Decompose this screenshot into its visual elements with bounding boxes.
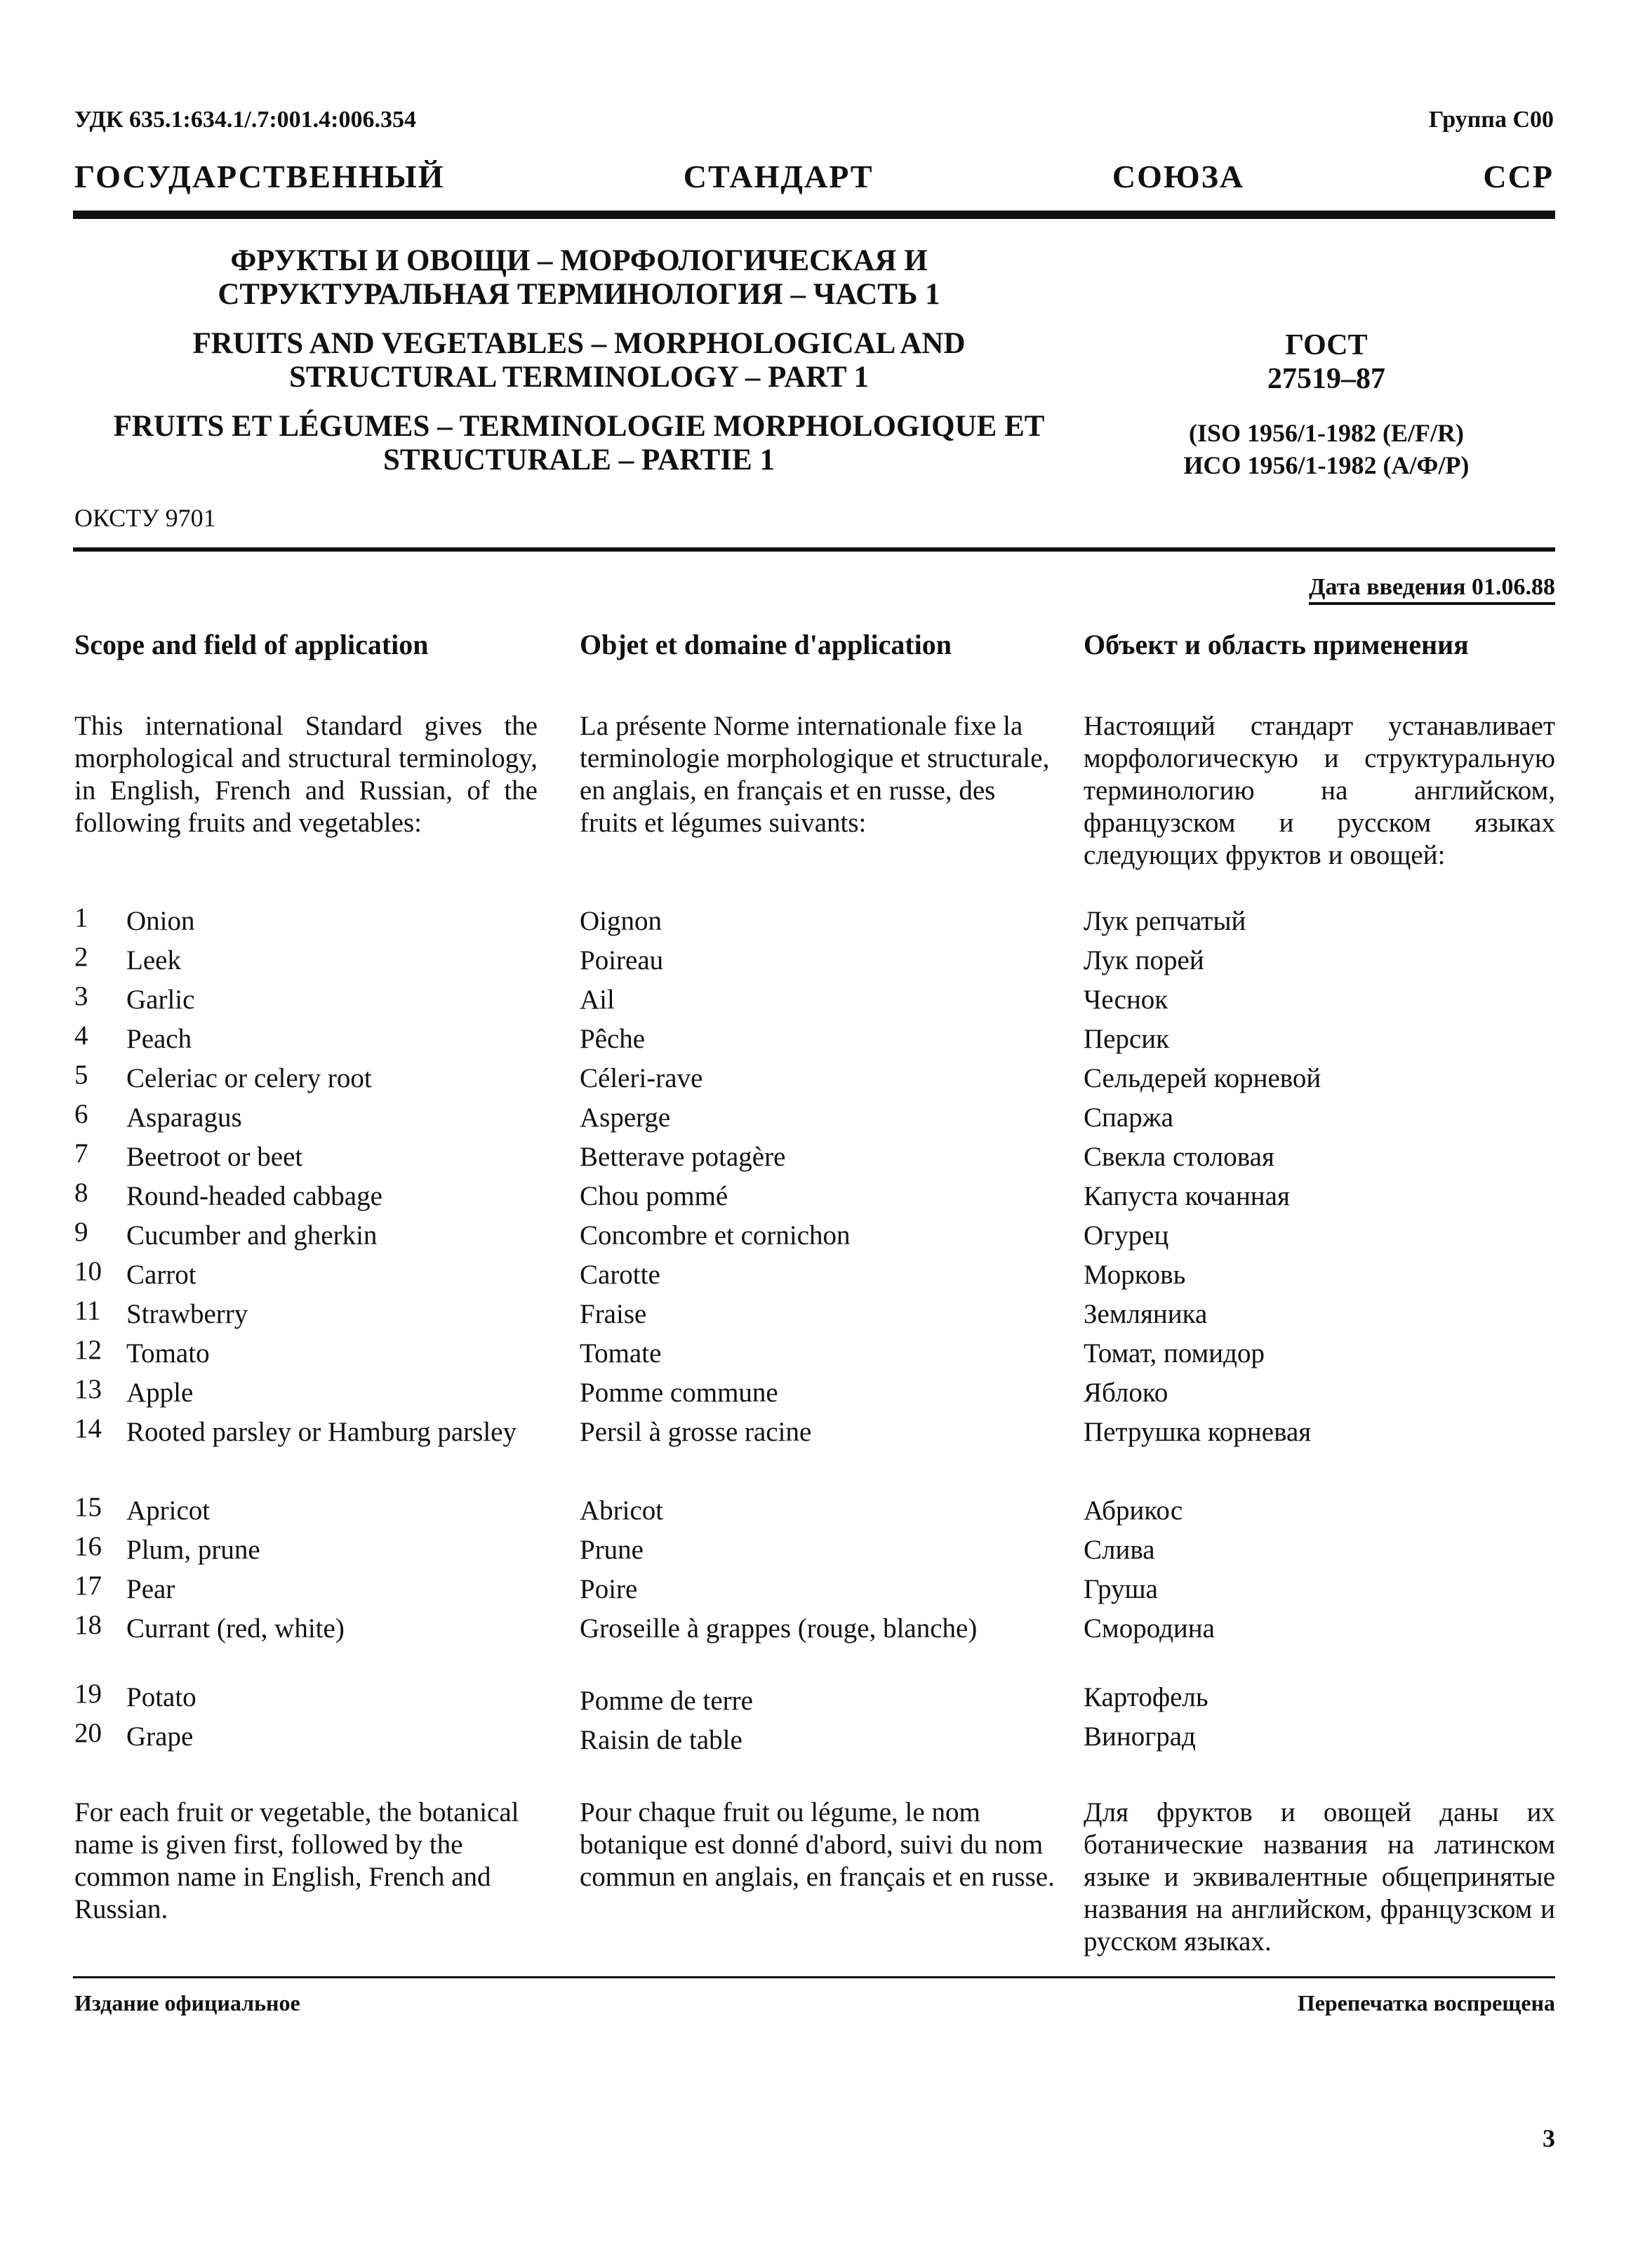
term-english: Cucumber and gherkin <box>126 1220 378 1251</box>
term-french: Fraise <box>580 1299 647 1329</box>
column-french <box>580 629 1057 907</box>
term-french: Prune <box>580 1535 644 1565</box>
term-french: Oignon <box>580 906 662 936</box>
term-russian: Лук порей <box>1084 945 1204 975</box>
term-french: Betterave potagère <box>580 1142 786 1172</box>
column-english <box>74 629 538 907</box>
term-french: Carotte <box>580 1260 660 1290</box>
term-russian: Свекла столовая <box>1084 1142 1274 1172</box>
list-item <box>74 1177 538 1216</box>
term-french: Pomme de terre <box>580 1686 753 1716</box>
item-number: 13 <box>74 1374 102 1404</box>
term-french: Céleri-rave <box>580 1063 703 1093</box>
term-english: Plum, prune <box>126 1535 260 1565</box>
term-english: Leek <box>126 945 181 975</box>
list-item <box>74 941 538 980</box>
list-item <box>74 1059 538 1098</box>
reprint-prohibited-label: Перепечатка воспрещена <box>1297 1990 1555 2016</box>
term-russian: Абрикос <box>1084 1495 1183 1526</box>
item-number: 7 <box>74 1138 88 1168</box>
item-number: 19 <box>74 1679 102 1709</box>
term-russian: Лук репчатый <box>1084 906 1246 936</box>
term-list-russian <box>1084 902 1555 1757</box>
term-russian: Слива <box>1084 1535 1155 1565</box>
list-item <box>74 1531 538 1570</box>
outro-french: Pour chaque fruit ou légume, le nom botanique est donné d'abord, suivi du nom commun en anglais, en français et en russe. <box>580 1797 1055 1892</box>
term-french: Tomate <box>580 1338 662 1368</box>
item-number: 4 <box>74 1020 88 1051</box>
gost-label: ГОСТ <box>1285 329 1368 361</box>
official-edition-label: Издание официальное <box>74 1990 300 2016</box>
item-number: 5 <box>74 1060 88 1090</box>
iso-latin: (ISO 1956/1-1982 (E/F/R) <box>1189 419 1464 447</box>
item-number: 2 <box>74 942 88 972</box>
state-standard-banner <box>74 158 1554 195</box>
term-french: Persil à grosse racine <box>580 1417 812 1447</box>
item-number: 6 <box>74 1099 88 1129</box>
intro-french: La présente Norme internationale fixe la terminologie morphologique et structurale, en anglais, en français et en russe, des fruits et légumes suivants: <box>580 711 1050 838</box>
item-number: 10 <box>74 1256 102 1286</box>
item-number: 8 <box>74 1178 88 1208</box>
item-number: 12 <box>74 1335 102 1365</box>
term-english: Celeriac or celery root <box>126 1063 372 1093</box>
term-english: Tomato <box>126 1338 210 1368</box>
term-french: Chou pommé <box>580 1181 728 1211</box>
list-item <box>74 1570 538 1609</box>
outro-english: For each fruit or vegetable, the botanical name is given first, followed by the common name in English, French and Russian. <box>74 1797 519 1924</box>
term-french: Ail <box>580 985 615 1015</box>
list-item <box>74 1373 538 1413</box>
title-french: FRUITS ET LÉGUMES – TERMINOLOGIE MORPHOLOGIQUE ET STRUCTURALE – PARTIE 1 <box>113 410 1045 477</box>
list-item <box>74 1020 538 1059</box>
udk-code: УДК 635.1:634.1/.7:001.4:006.354 <box>74 107 416 133</box>
term-russian: Земляника <box>1084 1299 1208 1329</box>
term-english: Asparagus <box>126 1102 242 1133</box>
term-russian: Виноград <box>1084 1721 1196 1752</box>
item-number: 17 <box>74 1571 102 1601</box>
list-item <box>74 1413 538 1491</box>
term-russian: Чеснок <box>1084 985 1168 1015</box>
term-english: Apricot <box>126 1495 211 1526</box>
list-item <box>74 1255 538 1295</box>
term-french: Poire <box>580 1574 638 1604</box>
term-english: Currant (red, white) <box>126 1613 345 1644</box>
list-item <box>74 1098 538 1138</box>
term-english: Beetroot or beet <box>126 1142 303 1172</box>
term-french: Pêche <box>580 1024 646 1054</box>
item-number: 18 <box>74 1610 102 1640</box>
iso-cyrillic: ИСО 1956/1-1982 (А/Ф/Р) <box>1183 451 1470 479</box>
item-number: 15 <box>74 1492 102 1522</box>
term-list-english <box>74 902 538 1757</box>
term-russian: Персик <box>1084 1024 1170 1054</box>
heading-english: Scope and field of application <box>74 629 429 660</box>
column-russian <box>1084 629 1555 907</box>
iso-reference <box>1144 417 1509 481</box>
term-french: Pomme commune <box>580 1378 778 1408</box>
outro-russian: Для фруктов и овощей даны их ботанические названия на латинском языке и эквивалентные общепринятые названия на английском, французском и русском языках. <box>1084 1797 1555 1957</box>
term-russian: Морковь <box>1084 1260 1186 1290</box>
banner-word: ССР <box>1483 159 1554 194</box>
term-english: Peach <box>126 1024 192 1054</box>
gost-designation <box>1186 328 1467 396</box>
term-english: Rooted parsley or Hamburg parsley <box>126 1417 517 1447</box>
banner-word: СОЮЗА <box>1112 159 1245 194</box>
term-english: Round-headed cabbage <box>126 1181 382 1211</box>
term-english: Potato <box>126 1682 196 1712</box>
term-russian: Петрушка корневая <box>1084 1417 1312 1447</box>
footer-rule <box>73 1976 1555 1978</box>
term-english: Grape <box>126 1721 194 1752</box>
list-item <box>74 1295 538 1334</box>
list-item <box>74 902 538 941</box>
item-number: 16 <box>74 1531 102 1561</box>
banner-word: СТАНДАРТ <box>683 159 874 194</box>
list-item <box>74 1138 538 1177</box>
title-english: FRUITS AND VEGETABLES – MORPHOLOGICAL AND STRUCTURAL TERMINOLOGY – PART 1 <box>192 327 966 394</box>
group-code: Группа С00 <box>1428 107 1554 133</box>
item-number: 9 <box>74 1217 88 1247</box>
item-number: 20 <box>74 1718 102 1748</box>
item-number: 1 <box>74 902 88 933</box>
heading-french: Objet et domaine d'application <box>580 629 952 660</box>
title-russian: ФРУКТЫ И ОВОЩИ – МОРФОЛОГИЧЕСКАЯ И СТРУКТУРАЛЬНАЯ ТЕРМИНОЛОГИЯ – ЧАСТЬ 1 <box>218 244 940 311</box>
term-russian: Груша <box>1084 1574 1158 1604</box>
list-item <box>74 1491 538 1531</box>
item-number: 3 <box>74 981 88 1011</box>
item-number: 14 <box>74 1413 102 1444</box>
term-russian: Спаржа <box>1084 1102 1173 1133</box>
list-item <box>74 1609 538 1678</box>
okstu-code: ОКСТУ 9701 <box>74 504 216 532</box>
term-english: Garlic <box>126 985 195 1015</box>
term-russian: Томат, помидор <box>1084 1338 1265 1368</box>
list-item <box>74 1216 538 1255</box>
term-french: Groseille à grappes (rouge, blanche) <box>580 1613 978 1644</box>
term-french: Concombre et cornichon <box>580 1220 851 1251</box>
list-item <box>74 1717 538 1757</box>
term-french: Asperge <box>580 1102 671 1133</box>
term-russian: Капуста кочанная <box>1084 1181 1290 1211</box>
term-russian: Смородина <box>1084 1613 1215 1644</box>
term-english: Carrot <box>126 1260 196 1290</box>
gost-number: 27519–87 <box>1267 363 1385 395</box>
introduction-date: Дата введения 01.06.88 <box>1309 574 1555 605</box>
list-item <box>74 1678 538 1717</box>
title-rule <box>73 547 1555 552</box>
term-english: Pear <box>126 1574 175 1604</box>
intro-english: This international Standard gives the morphological and structural terminology, in English, French and Russian, of the following fruits and vegetables: <box>74 711 538 838</box>
term-french: Abricot <box>580 1495 664 1526</box>
list-item <box>74 980 538 1020</box>
term-list-french <box>580 902 1057 1760</box>
banner-word: ГОСУДАРСТВЕННЫЙ <box>74 159 445 194</box>
term-french: Raisin de table <box>580 1725 742 1755</box>
title-block <box>105 244 1053 493</box>
header-rule <box>73 211 1555 219</box>
term-english: Apple <box>126 1378 194 1408</box>
intro-russian: Настоящий стандарт устанавливает морфологическую и структуральную терминологию на английском, французском и русском языках следующих фруктов и овощей: <box>1084 711 1555 870</box>
term-english: Onion <box>126 906 195 936</box>
heading-russian: Объект и область применения <box>1084 629 1469 660</box>
term-english: Strawberry <box>126 1299 248 1329</box>
term-russian: Сельдерей корневой <box>1084 1063 1321 1093</box>
page-number: 3 <box>1543 2124 1555 2152</box>
term-russian: Картофель <box>1084 1682 1208 1712</box>
term-french: Poireau <box>580 945 664 975</box>
term-russian: Яблоко <box>1084 1378 1168 1408</box>
term-russian: Огурец <box>1084 1220 1169 1251</box>
list-item <box>74 1334 538 1373</box>
item-number: 11 <box>74 1295 101 1326</box>
